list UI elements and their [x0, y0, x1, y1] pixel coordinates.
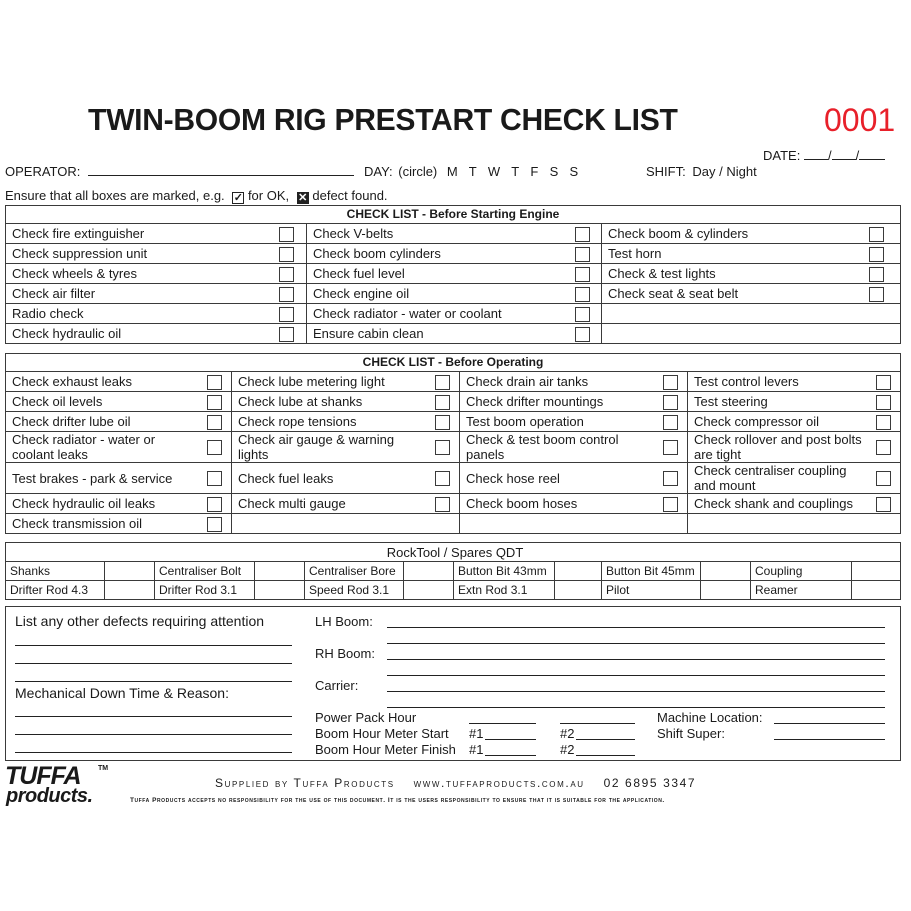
spare-item: Button Bit 45mm: [602, 562, 701, 581]
defects-line-2[interactable]: [15, 663, 292, 664]
spare-item: Extn Rod 3.1: [454, 581, 555, 600]
qty-input[interactable]: [555, 562, 602, 581]
checkbox[interactable]: [876, 395, 891, 410]
check-item: Check exhaust leaks: [6, 372, 198, 392]
check-item: Check centraliser coupling and mount: [688, 463, 867, 494]
spare-item: Pilot: [602, 581, 701, 600]
section-title: RockTool / Spares QDT: [6, 543, 901, 562]
boom-start-num1: #1: [469, 726, 484, 741]
checkbox[interactable]: [435, 395, 450, 410]
carrier-line-2[interactable]: [387, 707, 885, 708]
checkbox[interactable]: [876, 440, 891, 455]
checkbox[interactable]: [876, 497, 891, 512]
checkbox[interactable]: [207, 471, 222, 486]
checkbox[interactable]: [435, 375, 450, 390]
checkbox[interactable]: [207, 440, 222, 455]
serial-number: 0001: [824, 102, 896, 138]
checkbox[interactable]: [575, 247, 590, 262]
qty-input[interactable]: [404, 581, 454, 600]
empty-cell: [232, 514, 460, 534]
date-separator: /: [827, 148, 832, 163]
checkbox[interactable]: [869, 227, 884, 242]
shift-option-day[interactable]: Day: [692, 164, 716, 179]
check-item: Check oil levels: [6, 392, 198, 412]
rh-boom-line-2[interactable]: [387, 675, 885, 676]
rh-boom-line-1[interactable]: [387, 659, 885, 660]
downtime-line-1[interactable]: [15, 716, 292, 717]
table-row: [6, 392, 901, 412]
checkbox[interactable]: [207, 375, 222, 390]
spare-item: Centraliser Bore: [305, 562, 404, 581]
machine-location-label: Machine Location:: [657, 710, 763, 725]
check-item: Check wheels & tyres: [6, 264, 267, 284]
table-row: [6, 244, 901, 264]
day-option-tue[interactable]: T: [468, 164, 477, 179]
check-item: Radio check: [6, 304, 267, 324]
qty-input[interactable]: [255, 562, 305, 581]
checkbox[interactable]: [575, 307, 590, 322]
checkbox[interactable]: [575, 287, 590, 302]
boom-start-input-1[interactable]: [485, 739, 536, 740]
table-row: [6, 581, 901, 600]
table-row: [6, 412, 901, 432]
checkbox[interactable]: [869, 287, 884, 302]
spare-item: Reamer: [751, 581, 852, 600]
check-item: Check air filter: [6, 284, 267, 304]
check-item: Test horn: [602, 244, 853, 264]
qty-input[interactable]: [852, 562, 901, 581]
check-item: Check fuel leaks: [232, 463, 426, 494]
check-item: Check boom cylinders: [307, 244, 565, 264]
defects-line-3[interactable]: [15, 681, 292, 682]
checkbox[interactable]: [279, 247, 294, 262]
check-item: Check seat & seat belt: [602, 284, 853, 304]
tuffa-logo-products: products.: [6, 785, 93, 807]
section-title: CHECK LIST - Before Operating: [6, 354, 901, 372]
downtime-line-3[interactable]: [15, 752, 292, 753]
qty-input[interactable]: [105, 562, 155, 581]
day-option-fri[interactable]: F: [530, 164, 539, 179]
checkbox[interactable]: [207, 497, 222, 512]
table-row: [6, 562, 901, 581]
check-item: Check hydraulic oil: [6, 324, 267, 344]
table-row: [6, 463, 901, 494]
checkbox[interactable]: [663, 375, 678, 390]
check-item: Test steering: [688, 392, 867, 412]
check-item: Check radiator - water or coolant: [307, 304, 565, 324]
check-item: Check lube metering light: [232, 372, 426, 392]
table-row: [6, 304, 901, 324]
checkbox[interactable]: [575, 267, 590, 282]
phone-number: 02 6895 3347: [603, 776, 697, 790]
defects-label: List any other defects requiring attention: [15, 613, 265, 629]
day-option-sat[interactable]: S: [549, 164, 559, 179]
tuffa-logo: TUFFA: [5, 762, 81, 790]
before-starting-engine-table: [5, 205, 901, 344]
checkbox[interactable]: [435, 497, 450, 512]
day-label: DAY: (circle): [364, 164, 438, 179]
boom-finish-num1: #1: [469, 742, 484, 757]
boom-finish-num2: #2: [560, 742, 575, 757]
shift-selector: [646, 164, 757, 179]
downtime-line-2[interactable]: [15, 734, 292, 735]
check-item: Check transmission oil: [6, 514, 198, 534]
table-row: [6, 514, 901, 534]
checkbox[interactable]: [207, 517, 222, 532]
day-option-thu[interactable]: T: [511, 164, 520, 179]
table-row: [6, 494, 901, 514]
check-item: Check radiator - water or coolant leaks: [6, 432, 198, 463]
shift-label: SHIFT:: [646, 164, 686, 179]
check-item: Check fuel level: [307, 264, 565, 284]
spare-item: Coupling: [751, 562, 852, 581]
supplied-by-text: Supplied by Tuffa Products: [215, 776, 395, 790]
date-field[interactable]: [763, 148, 885, 163]
lh-boom-line-2[interactable]: [387, 643, 885, 644]
date-month-blank[interactable]: [832, 148, 856, 160]
date-separator: /: [855, 148, 860, 163]
checkbox[interactable]: [876, 415, 891, 430]
checkbox[interactable]: [663, 395, 678, 410]
checkbox[interactable]: [663, 471, 678, 486]
checkbox[interactable]: [435, 471, 450, 486]
shift-option-night[interactable]: Night: [726, 164, 757, 179]
date-year-blank[interactable]: [859, 148, 885, 160]
check-item: Check boom & cylinders: [602, 224, 853, 244]
check-item: Check & test boom control panels: [460, 432, 654, 463]
boom-finish-label: Boom Hour Meter Finish: [315, 742, 456, 757]
check-item: Check suppression unit: [6, 244, 267, 264]
machine-location-input[interactable]: [774, 723, 885, 724]
qty-input[interactable]: [404, 562, 454, 581]
checkbox[interactable]: [279, 227, 294, 242]
empty-cell: [460, 514, 688, 534]
checkbox[interactable]: [869, 267, 884, 282]
check-item: Check air gauge & warning lights: [232, 432, 426, 463]
check-item: Check drifter mountings: [460, 392, 654, 412]
table-row: [6, 324, 901, 344]
day-selector: [364, 164, 578, 179]
boom-start-input-2[interactable]: [576, 739, 635, 740]
qty-input[interactable]: [701, 581, 751, 600]
shift-super-input[interactable]: [774, 739, 885, 740]
check-item: Test boom operation: [460, 412, 654, 432]
before-operating-table: [5, 353, 901, 534]
check-item: Check shank and couplings: [688, 494, 867, 514]
check-item: Check compressor oil: [688, 412, 867, 432]
defects-line-1[interactable]: [15, 645, 292, 646]
check-item: Check drain air tanks: [460, 372, 654, 392]
table-row: [6, 432, 901, 463]
checkbox[interactable]: [279, 287, 294, 302]
section-title: CHECK LIST - Before Starting Engine: [6, 206, 901, 224]
operator-input[interactable]: [88, 164, 354, 176]
qty-input[interactable]: [105, 581, 155, 600]
qty-input[interactable]: [555, 581, 602, 600]
date-label: DATE:: [763, 148, 801, 163]
empty-cell: [602, 324, 901, 344]
empty-cell: [688, 514, 901, 534]
boom-start-num2: #2: [560, 726, 575, 741]
checkbox[interactable]: [435, 440, 450, 455]
day-option-wed[interactable]: W: [487, 164, 501, 179]
shift-super-label: Shift Super:: [657, 726, 725, 741]
ok-legend-text: for OK,: [247, 188, 290, 203]
lh-boom-line-1[interactable]: [387, 627, 885, 628]
qty-input[interactable]: [852, 581, 901, 600]
downtime-label: Mechanical Down Time & Reason:: [15, 685, 229, 701]
check-item: Check lube at shanks: [232, 392, 426, 412]
website-link[interactable]: www.tuffaproducts.com.au: [413, 776, 585, 790]
check-item: Test control levers: [688, 372, 867, 392]
check-item: Check drifter lube oil: [6, 412, 198, 432]
checkbox[interactable]: [663, 415, 678, 430]
spare-item: Button Bit 43mm: [454, 562, 555, 581]
check-item: Check fire extinguisher: [6, 224, 267, 244]
lh-boom-label: LH Boom:: [315, 614, 373, 629]
carrier-line-1[interactable]: [387, 691, 885, 692]
notes-section: [5, 606, 901, 761]
checkbox[interactable]: [279, 307, 294, 322]
spare-item: Shanks: [6, 562, 105, 581]
page-title: TWIN-BOOM RIG PRESTART CHECK LIST: [88, 102, 678, 137]
carrier-label: Carrier:: [315, 678, 359, 693]
trademark-mark: TM: [98, 765, 109, 772]
power-pack-input-1[interactable]: [469, 723, 536, 724]
checkbox[interactable]: [575, 327, 590, 342]
qty-input[interactable]: [255, 581, 305, 600]
checkbox[interactable]: [435, 415, 450, 430]
qty-input[interactable]: [701, 562, 751, 581]
check-item: Check rope tensions: [232, 412, 426, 432]
defect-legend-text: defect found.: [312, 188, 388, 203]
rh-boom-label: RH Boom:: [315, 646, 375, 661]
check-item: Check & test lights: [602, 264, 853, 284]
spare-item: Drifter Rod 3.1: [155, 581, 255, 600]
date-day-blank[interactable]: [804, 148, 828, 160]
defect-box-icon: ✕: [298, 192, 308, 204]
operator-label: OPERATOR:: [5, 164, 81, 179]
table-row: [6, 224, 901, 244]
table-row: [6, 284, 901, 304]
disclaimer-text: Tuffa Products accepts no responsibility for the use of this document. It is the users responsibility to ensure that it is suitable for the application.: [130, 797, 665, 804]
power-pack-label: Power Pack Hour: [315, 710, 417, 725]
boom-finish-input-2[interactable]: [576, 755, 635, 756]
checkbox[interactable]: [207, 415, 222, 430]
checkbox[interactable]: [876, 375, 891, 390]
shift-separator: /: [719, 164, 723, 179]
check-item: Check V-belts: [307, 224, 565, 244]
instruction-line: [5, 188, 388, 204]
day-option-mon[interactable]: M: [446, 164, 458, 179]
operator-field[interactable]: [5, 164, 354, 179]
spare-item: Centraliser Bolt: [155, 562, 255, 581]
checkbox[interactable]: [279, 267, 294, 282]
boom-finish-input-1[interactable]: [485, 755, 536, 756]
spare-item: Drifter Rod 4.3: [6, 581, 105, 600]
spare-item: Speed Rod 3.1: [305, 581, 404, 600]
table-row: [6, 264, 901, 284]
supplier-info: [215, 776, 696, 790]
spares-table: [5, 542, 901, 600]
checkbox[interactable]: [575, 227, 590, 242]
day-option-sun[interactable]: S: [569, 164, 579, 179]
check-item: Check boom hoses: [460, 494, 654, 514]
check-item: Test brakes - park & service: [6, 463, 198, 494]
empty-cell: [602, 304, 901, 324]
check-item: Check hose reel: [460, 463, 654, 494]
checkbox[interactable]: [876, 471, 891, 486]
boom-start-label: Boom Hour Meter Start: [315, 726, 449, 741]
check-item: Check rollover and post bolts are tight: [688, 432, 867, 463]
check-item: Check engine oil: [307, 284, 565, 304]
instruction-text: Ensure that all boxes are marked, e.g.: [5, 188, 225, 203]
power-pack-input-2[interactable]: [560, 723, 635, 724]
checkbox[interactable]: [869, 247, 884, 262]
check-item: Check multi gauge: [232, 494, 426, 514]
checkbox[interactable]: [279, 327, 294, 342]
table-row: [6, 372, 901, 392]
check-item: Ensure cabin clean: [307, 324, 565, 344]
checkbox[interactable]: [663, 497, 678, 512]
checkbox[interactable]: [663, 440, 678, 455]
checked-box-icon: ✓: [233, 192, 243, 204]
check-item: Check hydraulic oil leaks: [6, 494, 198, 514]
checkbox[interactable]: [207, 395, 222, 410]
